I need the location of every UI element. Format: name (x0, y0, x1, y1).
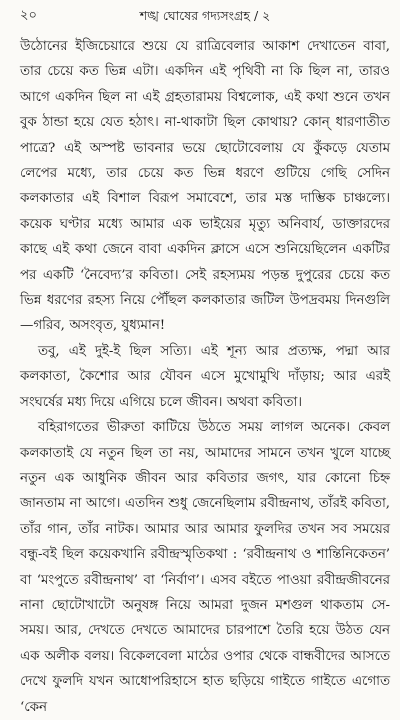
body-text (20, 34, 390, 720)
page-number: ২০ (20, 8, 37, 23)
paragraph-3: বহিরাগতের ভীরুতা কাটিয়ে উঠতে সময় লাগল অনেক। কেবল কলকাতাই যে নতুন ছিল তা নয়, আমাদের সামনে তখন খুলে যাচ্ছে নতুন এক আধুনিক জীবন আর কবিতার জগৎ, যার কোনো চিহ্ন জানতাম না আগে। এতদিন শুধু জেনেছিলাম রবীন্দ্রনাথ, তাঁরই কবিতা, তাঁর গান, তাঁর নাটক। আমার আর আমার ফুলদির তখন সব সময়ের বন্ধু-বই ছিল কয়েকখানি রবীন্দ্রস্মৃতিকথা : ‘রবীন্দ্রনাথ ও শান্তিনিকেতন’ বা ‘মংপুতে রবীন্দ্রনাথ’ বা ‘নির্বাণ’। এসব বইতে পাওয়া রবীন্দ্রজীবনের নানা ছোটোখাটো অনুষঙ্গ নিয়ে আমরা দুজন মশগুল থাকতাম সে-সময়। আর, দেখতে দেখতে আমাদের চারপাশে তৈরি হয়ে উঠত যেন এক অলীক বলয়। বিকেলবেলা মাঠের ওপার থেকে বান্ধবীদের আসতে দেখে ফুলদি যখন আধোপরিহাসে হাত ছড়িয়ে গাইতে গাইতে এগোত ‘কেন (20, 420, 390, 715)
page-header (20, 6, 390, 26)
running-title: শঙ্খ ঘোষের গদ্যসংগ্রহ / ২ (139, 8, 271, 23)
paragraph-1: উঠোনের ইজিচেয়ারে শুয়ে যে রাত্রিবেলার আকাশ দেখাতেন বাবা, তার চেয়ে কত ভিন্ন এটা। একদিন এই পৃথিবী না কি ছিল না, তারও আগে একদিন ছিল না এই গ্রহতারাময় বিশ্বলোক, এই কথা শুনে তখন বুক ঠান্ডা হয়ে যেত হঠাৎ। না-থাকাটা ছিল কোথায়? কোন্ ধারণাতীত পাত্রে? এই অস্পষ্ট ভাবনার ভয়ে ছোটোবেলায় যে কুঁকড়ে যেতাম লেপের মধ্যে, তার চেয়ে কত ভিন্ন ধরণে গুটিয়ে গেছি সেদিন কলকাতার এই বিশাল বিরূপ সমাবেশে, তার মস্ত দাম্ভিক চাঞ্চল্যে। কয়েক ঘণ্টার মধ্যে আমার এক ভাইয়ের মৃত্যু অনিবার্য, ডাক্তারদের কাছে এই কথা জেনে বাবা একদিন ক্লাসে এসে শুনিয়েছিলেন একটির পর একটি ‘নৈবেদ্য’র কবিতা। সেই রহস্যময় পড়ন্ত দুপুরের চেয়ে কত ভিন্ন ধরণের রহস্য নিয়ে পৌঁছল কলকাতার জটিল উপদ্রবময় দিনগুলি —গরিব, অসংবৃত, যুধ্যমান! (20, 39, 390, 334)
paragraph-2: তবু, এই দুই-ই ছিল সত্যি। এই শূন্য আর প্রত্যক্ষ, পদ্মা আর কলকাতা, কৈশোর আর যৌবন এসে মুখোমুখি দাঁড়ায়; আর এরই সংঘর্ষের মধ্য দিয়ে এগিয়ে চলে জীবন। অথবা কবিতা। (20, 343, 390, 410)
